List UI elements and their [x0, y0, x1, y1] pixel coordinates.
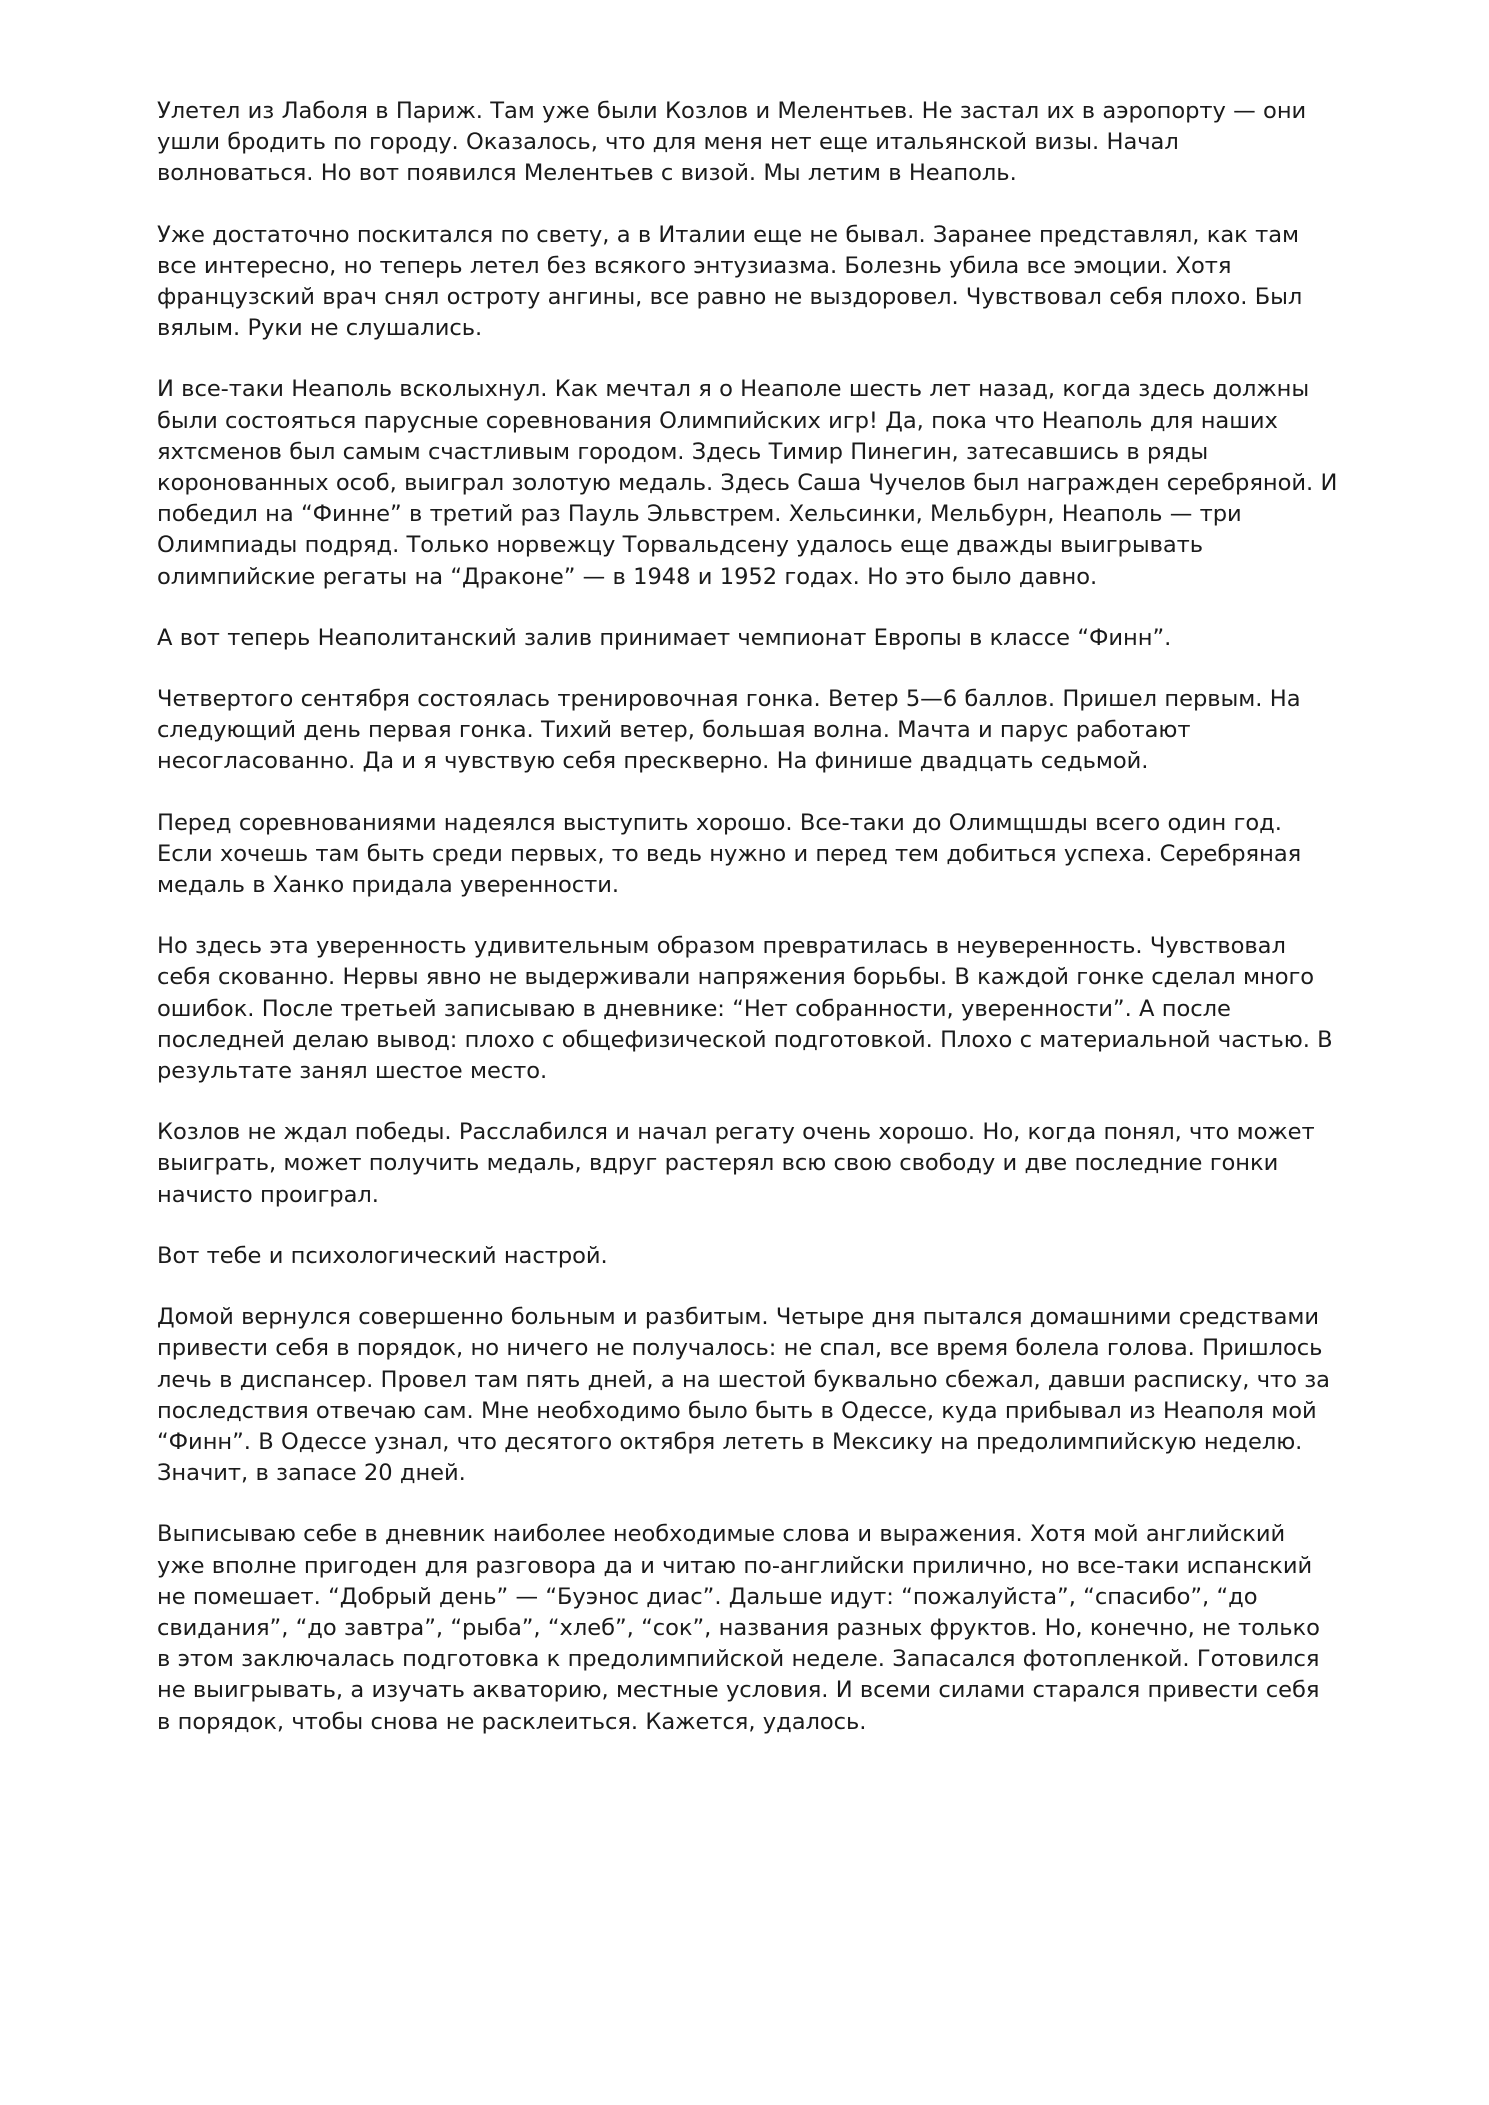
paragraph: Уже достаточно поскитался по свету, а в Италии еще не бывал. Заранее представлял, как там все интересно, но теперь летел без всякого энтузиазма. Болезнь убила все эмоции. Хотя французский врач снял остроту ангины, все равно не выздоровел. Чувствовал себя плохо. Был вялым. Руки не слушались. [157, 221, 1303, 342]
paragraph: И все-таки Неаполь всколыхнул. Как мечтал я о Неаполе шесть лет назад, когда здесь должны были состояться парусные соревнования Олимпийских игр! Да, пока что Неаполь для наших яхтсменов был самым счастливым городом. Здесь Тимир Пинегин, затесавшись в ряды коронованных особ, выиграл золотую медаль. Здесь Саша Чучелов был награжден серебряной. И победил на “Финне” в третий раз Пауль Эльвстрем. Хельсинки, Мельбурн, Неаполь — три Олимпиады подряд. Только норвежцу Торвальдсену удалось еще дважды выигрывать олимпийские регаты на “Драконе” — в 1948 и 1952 годах. Но это было давно. [157, 376, 1338, 590]
paragraph: А вот теперь Неаполитанский залив принимает чемпионат Европы в классе “Финн”. [157, 624, 1172, 651]
paragraph: Улетел из Лаболя в Париж. Там уже были Козлов и Мелентьев. Не застал их в аэропорту — они ушли бродить по городу. Оказалось, что для меня нет еще итальянской визы. Начал волноваться. Но вот появился Мелентьев с визой. Мы летим в Неаполь. [157, 98, 1307, 187]
paragraph: Козлов не ждал победы. Расслабился и начал регату очень хорошо. Но, когда понял, что может выиграть, может получить медаль, вдруг растерял всю свою свободу и две последние гонки начисто проиграл. [157, 1119, 1315, 1208]
paragraph: Четвертого сентября состоялась тренировочная гонка. Ветер 5—6 баллов. Пришел первым. На следующий день первая гонка. Тихий ветер, большая волна. Мачта и парус работают несогласованно. Да и я чувствую себя прескверно. На финише двадцать седьмой. [157, 686, 1301, 775]
paragraph: Но здесь эта уверенность удивительным образом превратилась в неуверенность. Чувствовал себя скованно. Нервы явно не выдерживали напряжения борьбы. В каждой гонке сделал много ошибок. После третьей записываю в дневнике: “Нет собранности, уверенности”. А после последней делаю вывод: плохо с общефизической подготовкой. Плохо с материальной частью. В результате занял шестое место. [157, 933, 1333, 1085]
paragraph: Домой вернулся совершенно больным и разбитым. Четыре дня пытался домашними средствами привести себя в порядок, но ничего не получалось: не спал, все время болела голова. Пришлось лечь в диспансер. Провел там пять дней, а на шестой буквально сбежал, давши расписку, что за последствия отвечаю сам. Мне необходимо было быть в Одессе, куда прибывал из Неаполя мой “Финн”. В Одессе узнал, что десятого октября лететь в Мексику на предолимпийскую неделю. Значит, в запасе 20 дней. [157, 1304, 1330, 1487]
paragraph: Вот тебе и психологический настрой. [157, 1242, 608, 1269]
paragraph: Перед соревнованиями надеялся выступить хорошо. Все-таки до Олимщшды всего один год. Если хочешь там быть среди первых, то ведь нужно и перед тем добиться успеха. Серебряная медаль в Ханко придала уверенности. [157, 809, 1302, 899]
document-text-column [157, 96, 1339, 1738]
paragraph: Выписываю себе в дневник наиболее необходимые слова и выражения. Хотя мой английский уже вполне пригоден для разговора да и читаю по-английски прилично, но все-таки испанский не помешает. “Добрый день” — “Буэнос диас”. Дальше идут: “пожалуйста”, “спасибо”, “до свидания”, “до завтра”, “рыба”, “хлеб”, “сок”, названия разных фруктов. Но, конечно, не только в этом заключалась подготовка к предолимпийской неделе. Запасался фотопленкой. Готовился не выигрывать, а изучать акваторию, местные условия. И всеми силами старался привести себя в порядок, чтобы снова не расклеиться. Кажется, удалось. [157, 1521, 1320, 1735]
